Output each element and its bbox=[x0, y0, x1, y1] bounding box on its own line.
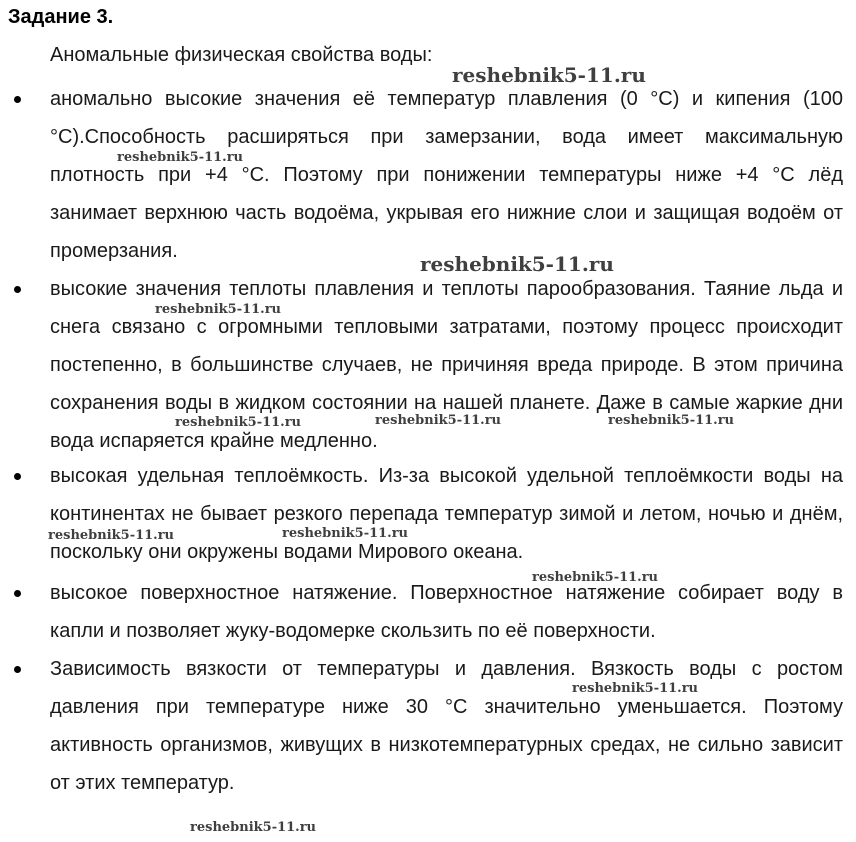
list-item-text: аномально высокие значения её температур плавления (0 °С) и кипения (100 °С).Способность расширяться при замерзании, вода имеет максимальную плотность при +4 °С. Поэтому при понижении температуры ниже +4 °С лёд занимает верхнюю часть водоёма, укрывая его нижние слои и защищая водоём от промерзания. bbox=[50, 88, 843, 262]
list-item-text: Зависимость вязкости от температуры и давления. Вязкость воды с ростом давления при температуре ниже 30 °С значительно уменьшается. Поэтому активность организмов, живущих в низкотемпературных средах, не сильно зависит от этих температур. bbox=[50, 658, 843, 794]
watermark: reshebnik5-11.ru bbox=[48, 528, 175, 543]
list-item-text: высокая удельная теплоёмкость. Из-за высокой удельной теплоёмкости воды на континентах не бывает резкого перепада температур зимой и летом, ночью и днём, поскольку они окружены водами Мирового океана. bbox=[50, 465, 843, 563]
intro-text: Аномальные физическая свойства воды: bbox=[50, 44, 433, 66]
bullet-icon bbox=[14, 473, 21, 480]
watermark: reshebnik5-11.ru bbox=[420, 252, 614, 276]
list-item bbox=[0, 80, 856, 270]
watermark: reshebnik5-11.ru bbox=[175, 415, 302, 430]
watermark: reshebnik5-11.ru bbox=[117, 150, 244, 165]
watermark: reshebnik5-11.ru bbox=[452, 63, 646, 87]
bullet-icon bbox=[14, 286, 21, 293]
properties-list bbox=[0, 80, 856, 802]
watermark: reshebnik5-11.ru bbox=[155, 302, 282, 317]
list-item bbox=[0, 270, 856, 460]
task-title: Задание 3. bbox=[8, 6, 114, 28]
bullet-icon bbox=[14, 96, 21, 103]
list-item bbox=[0, 457, 856, 571]
bullet-icon bbox=[14, 590, 21, 597]
bullet-icon bbox=[14, 666, 21, 673]
list-item bbox=[0, 574, 856, 650]
watermark: reshebnik5-11.ru bbox=[572, 681, 699, 696]
watermark: reshebnik5-11.ru bbox=[190, 820, 317, 835]
watermark: reshebnik5-11.ru bbox=[282, 526, 409, 541]
list-item-text: высокие значения теплоты плавления и теплоты парообразования. Таяние льда и снега связано с огромными тепловыми затратами, поэтому процесс происходит постепенно, в большинстве случаев, не причиняя вреда природе. В этом причина сохранения воды в жидком состоянии на нашей планете. Даже в самые жаркие дни вода испаряется крайне медленно. bbox=[50, 278, 843, 452]
watermark: reshebnik5-11.ru bbox=[532, 570, 659, 585]
list-item bbox=[0, 650, 856, 802]
watermark: reshebnik5-11.ru bbox=[375, 413, 502, 428]
list-item-text: высокое поверхностное натяжение. Поверхностное натяжение собирает воду в капли и позволяет жуку-водомерке скользить по её поверхности. bbox=[50, 582, 843, 642]
watermark: reshebnik5-11.ru bbox=[608, 413, 735, 428]
